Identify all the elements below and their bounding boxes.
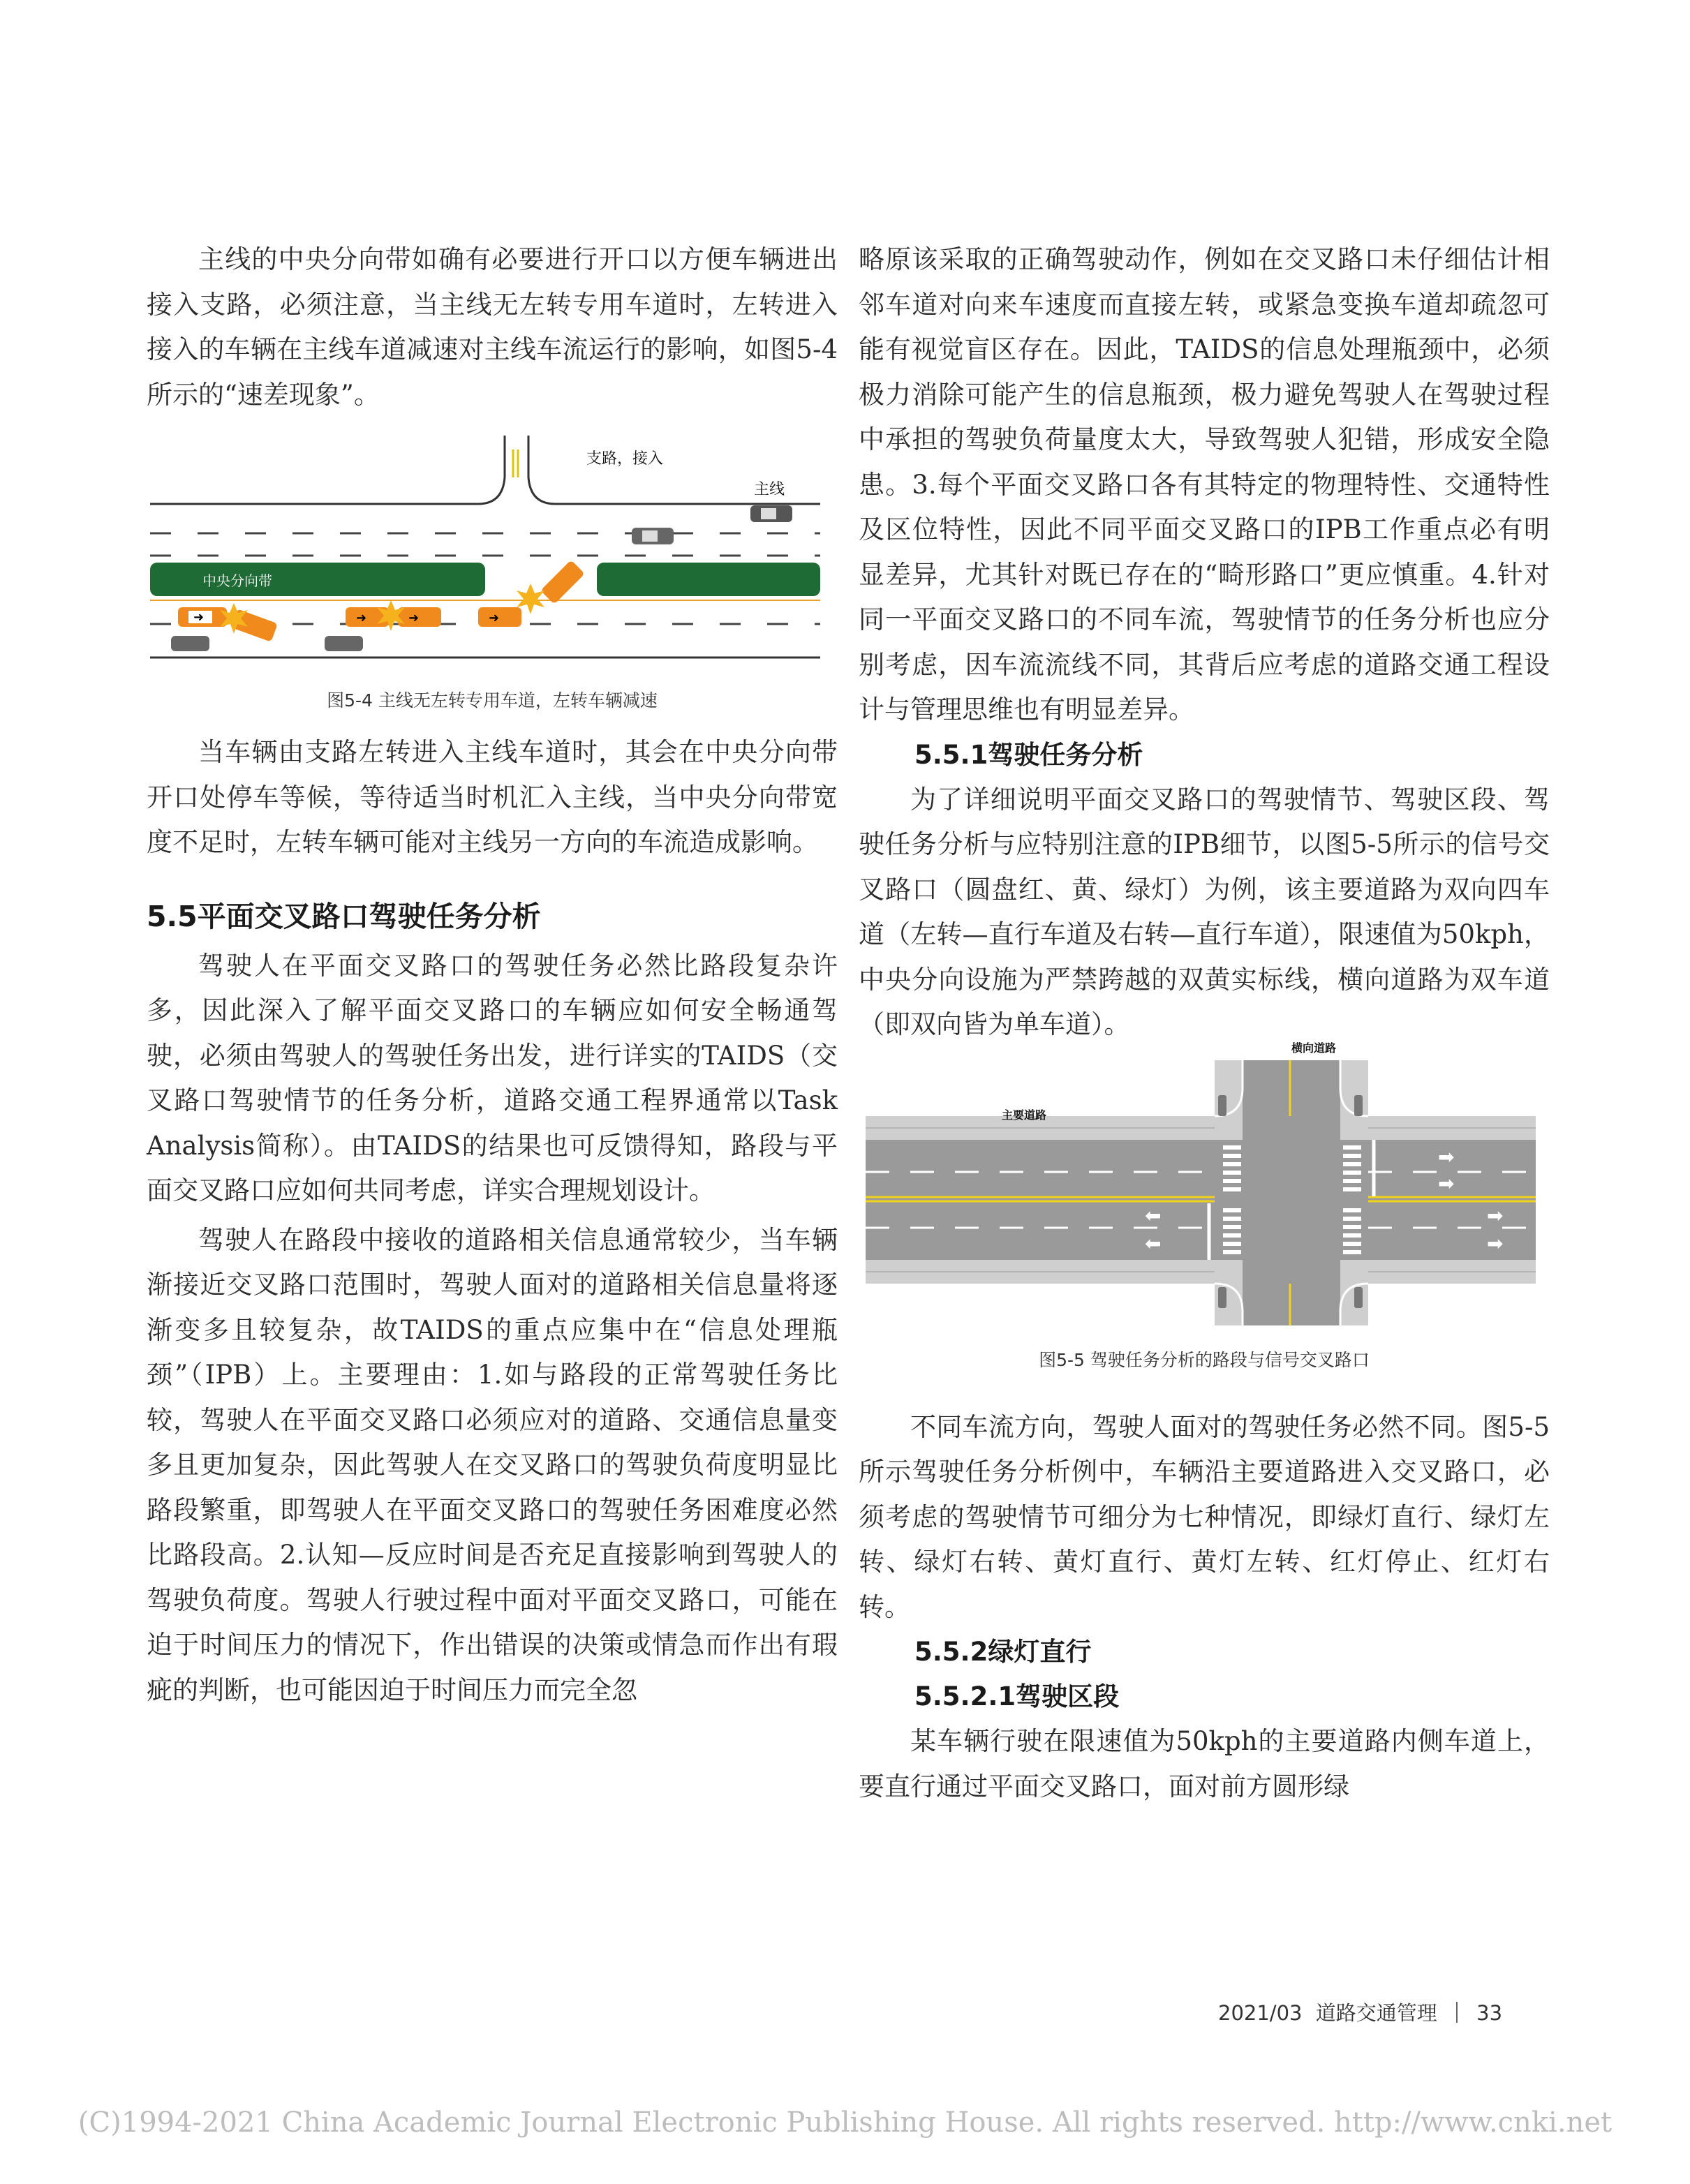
svg-text:➜: ➜ bbox=[193, 610, 205, 625]
lane-arrow-icon: ⬅ bbox=[1145, 1203, 1162, 1227]
journal-name: 道路交通管理 bbox=[1315, 2001, 1437, 2025]
car-icon bbox=[325, 636, 363, 651]
svg-text:➜: ➜ bbox=[489, 611, 500, 625]
turning-car-icon bbox=[178, 607, 227, 627]
paragraph: 当车辆由支路左转进入主线车道时，其会在中央分向带开口处停车等候，等待适当时机汇入主线，当中央分向带宽度不足时，左转车辆可能对主线另一方向的车流造成影响。 bbox=[147, 737, 838, 857]
subsection-heading: 5.5.2绿灯直行 bbox=[914, 1637, 1092, 1667]
copyright-watermark: (C)1994-2021 China Academic Journal Electronic Publishing House. All rights reserved. http://www.cnki.net bbox=[77, 2107, 1613, 2139]
figure-5-5 bbox=[859, 1041, 1550, 1388]
figure-5-5-label-cross: 横向道路 bbox=[1291, 1041, 1337, 1055]
subsection-heading: 5.5.1驾驶任务分析 bbox=[914, 739, 1143, 770]
svg-text:➜: ➜ bbox=[356, 611, 367, 625]
paragraph: 不同车流方向，驾驶人面对的驾驶任务必然不同。图5-5所示驾驶任务分析例中，车辆沿主要道路进入交叉路口，必须考虑的驾驶情节可细分为七种情况，即绿灯直行、绿灯左转、绿灯右转、黄灯直行、黄灯左转、红灯停止、红灯右转。 bbox=[859, 1411, 1550, 1622]
paragraph: 驾驶人在平面交叉路口的驾驶任务必然比路段复杂许多，因此深入了解平面交叉路口的车辆应如何安全畅通驾驶，必须由驾驶人的驾驶任务出发，进行详实的TAIDS（交叉路口驾驶情节的任务分析，道路交通工程界通常以Task Analysis简称）。由TAIDS的结果也可反馈得知，路段与平面交叉路口应如何共同考虑，详实合理规划设计。 bbox=[147, 950, 838, 1205]
paragraph: 某车辆行驶在限速值为50kph的主要道路内侧车道上，要直行通过平面交叉路口，面对前方圆形绿 bbox=[859, 1726, 1550, 1802]
paragraph: 主线的中央分向带如确有必要进行开口以方便车辆进出接入支路，必须注意，当主线无左转专用车道时，左转进入接入的车辆在主线车道减速对主线车流运行的影响，如图5-4所示的“速差现象”。 bbox=[147, 244, 838, 410]
car-icon bbox=[632, 528, 674, 544]
car-icon bbox=[171, 636, 209, 651]
figure-5-4-label-main: 主线 bbox=[754, 481, 785, 498]
figure-5-4 bbox=[147, 436, 838, 715]
svg-text:➜: ➜ bbox=[408, 611, 420, 625]
issue-date: 2021/03 bbox=[1218, 2001, 1303, 2025]
footer-divider bbox=[1456, 2002, 1458, 2023]
figure-5-4-caption: 图5-4 主线无左转专用车道，左转车辆减速 bbox=[327, 690, 658, 711]
median-strip bbox=[597, 563, 820, 596]
turning-car-icon bbox=[478, 607, 521, 627]
lane-arrow-icon: ➡ bbox=[1487, 1231, 1504, 1255]
paragraph: 略原该采取的正确驾驶动作，例如在交叉路口未仔细估计相邻车道对向来车速度而直接左转，或紧急变换车道却疏忽可能有视觉盲区存在。因此，TAIDS的信息处理瓶颈中，必须极力消除可能产生的信息瓶颈，极力避免驾驶人在驾驶过程中承担的驾驶负荷量度太大，导致驾驶人犯错，形成安全隐患。3.每个平面交叉路口各有其特定的物理特性、交通特性及区位特性，因此不同平面交叉路口的IPB工作重点必有明显差异，尤其针对既已存在的“畸形路口”更应慎重。4.针对同一平面交叉路口的不同车流，驾驶情节的任务分析也应分别考虑，因车流流线不同，其背后应考虑的道路交通工程设计与管理思维也有明显差异。 bbox=[859, 244, 1550, 725]
paragraph: 驾驶人在路段中接收的道路相关信息通常较少，当车辆渐接近交叉路口范围时，驾驶人面对的道路相关信息量将逐渐变多且较复杂，故TAIDS的重点应集中在“信息处理瓶颈”（IPB）上。主要理由：1.如与路段的正常驾驶任务比较，驾驶人在平面交叉路口必须应对的道路、交通信息量变多且更加复杂，因此驾驶人在交叉路口的驾驶负荷度明显比路段繁重，即驾驶人在平面交叉路口的驾驶任务困难度必然比路段高。2.认知—反应时间是否充足直接影响到驾驶人的驾驶负荷度。驾驶人行驶过程中面对平面交叉路口，可能在迫于时间压力的情况下，作出错误的决策或情急而作出有瑕疵的判断，也可能因迫于时间压力而完全忽 bbox=[147, 1224, 838, 1705]
page-footer bbox=[1218, 1998, 1502, 2026]
figure-5-5-label-main: 主要道路 bbox=[1002, 1108, 1047, 1122]
lane-arrow-icon: ➡ bbox=[1438, 1145, 1455, 1168]
median-strip bbox=[150, 563, 485, 596]
figure-5-5-diagram bbox=[866, 1060, 1536, 1325]
car-icon bbox=[750, 505, 792, 522]
page-number: 33 bbox=[1476, 2001, 1503, 2025]
figure-5-4-diagram bbox=[150, 436, 820, 666]
right-column bbox=[859, 237, 1550, 1809]
figure-5-4-label-branch: 支路，接入 bbox=[586, 450, 664, 468]
main-road bbox=[866, 1140, 1536, 1260]
figure-5-4-label-median: 中央分向带 bbox=[202, 572, 272, 589]
lane-arrow-icon: ➡ bbox=[1438, 1171, 1455, 1195]
section-heading: 5.5平面交叉路口驾驶任务分析 bbox=[147, 899, 541, 933]
paragraph: 为了详细说明平面交叉路口的驾驶情节、驾驶区段、驾驶任务分析与应特别注意的IPB细节，以图5-5所示的信号交叉路口（圆盘红、黄、绿灯）为例，该主要道路为双向四车道（左转—直行车道及右转—直行车道），限速值为50kph，中央分向设施为严禁跨越的双黄实标线，横向道路为双车道（即双向皆为单车道）。 bbox=[859, 784, 1550, 1039]
lane-arrow-icon: ➡ bbox=[1487, 1203, 1504, 1227]
left-column bbox=[147, 237, 838, 1713]
subsection-heading: 5.5.2.1驾驶区段 bbox=[914, 1681, 1120, 1711]
figure-5-5-caption: 图5-5 驾驶任务分析的路段与信号交叉路口 bbox=[1039, 1349, 1370, 1370]
lane-arrow-icon: ⬅ bbox=[1145, 1231, 1162, 1255]
